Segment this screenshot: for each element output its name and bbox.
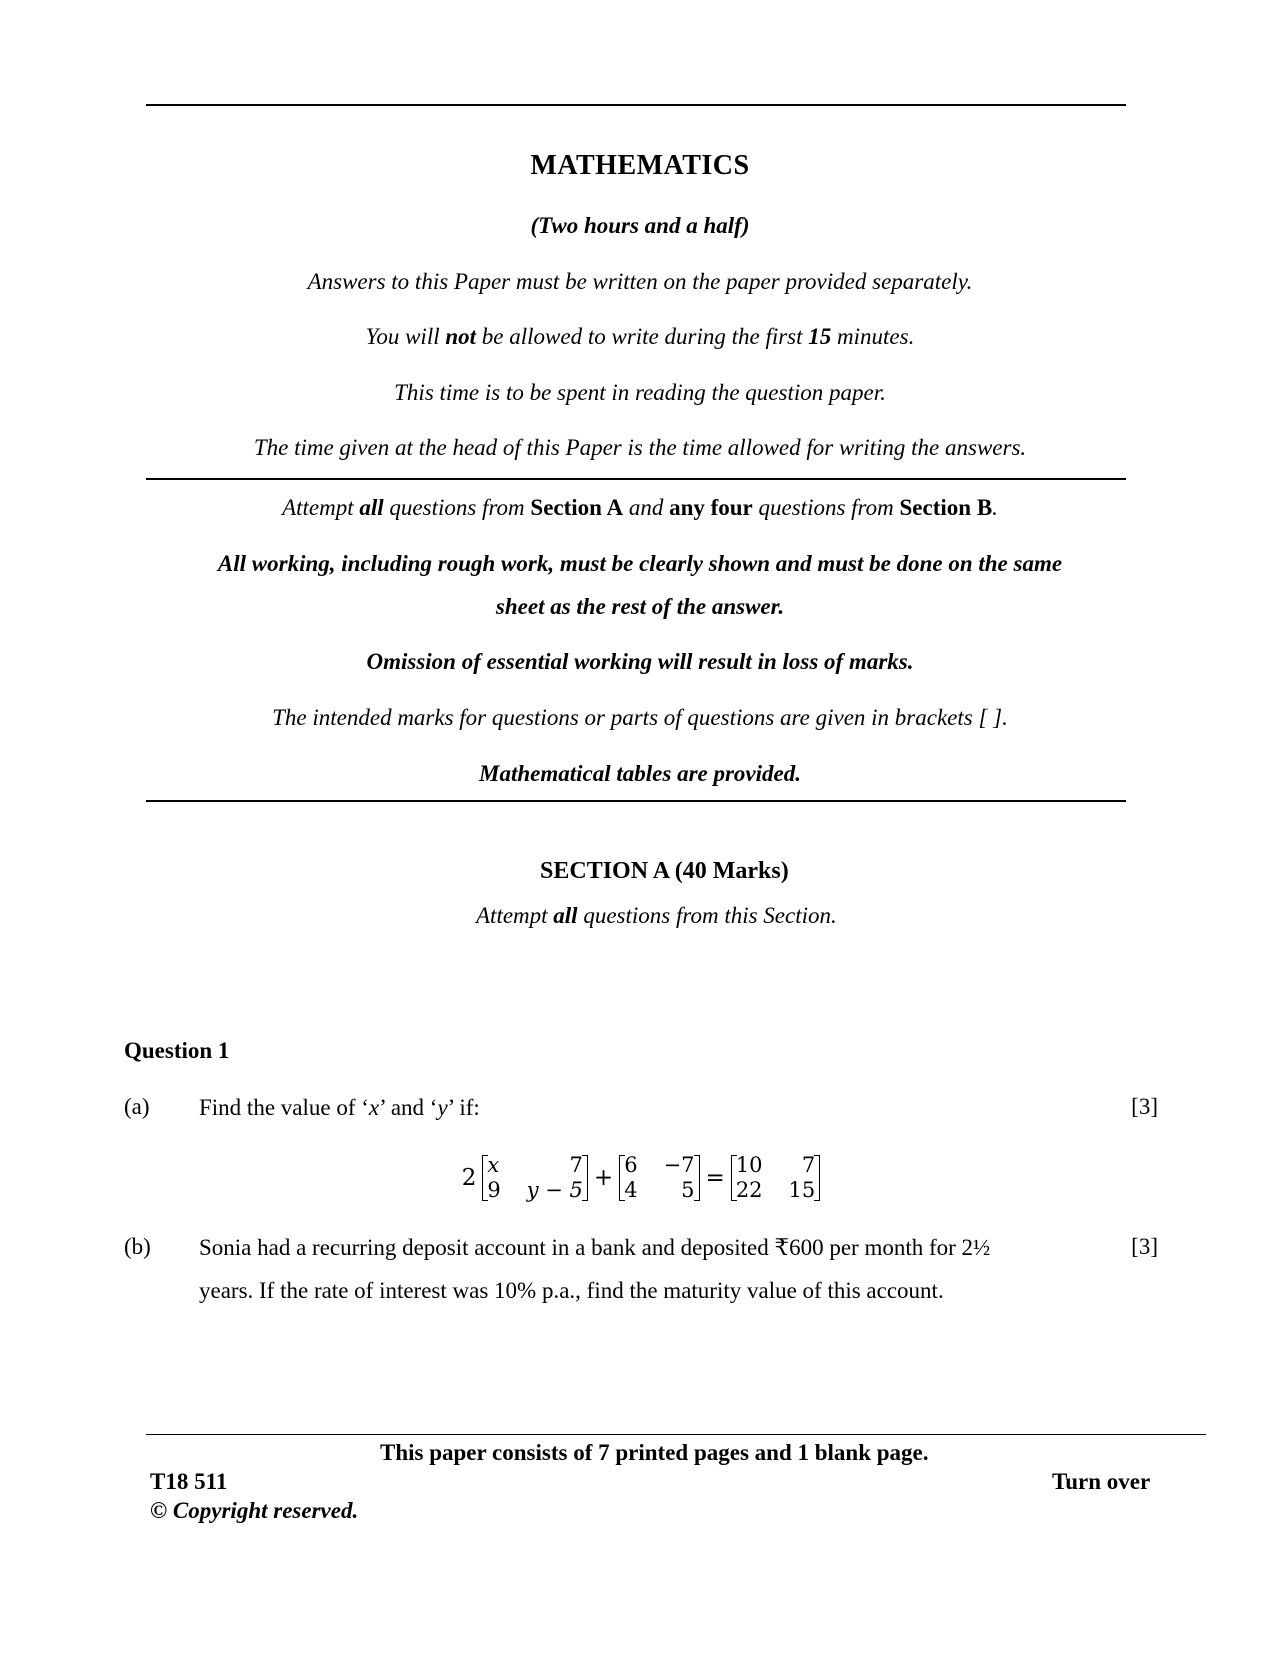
m1-cell: y − 5	[526, 1178, 583, 1202]
bottom-header-rule	[146, 800, 1126, 802]
plus-sign: +	[593, 1165, 614, 1191]
duration: (Two hours and a half)	[530, 213, 750, 238]
question-heading: Question 1	[124, 1038, 230, 1063]
part-b-line-2: years. If the rate of interest was 10% p.a., find the maturity value of this account.	[199, 1278, 944, 1303]
line2-e: minutes.	[831, 324, 915, 349]
m2-cell: 6	[624, 1153, 638, 1177]
m1-cell: 7	[569, 1153, 583, 1177]
m3-cell: 10	[735, 1153, 763, 1177]
tables-note: Mathematical tables are provided.	[479, 761, 801, 786]
instruction-time-given: The time given at the head of this Paper is the time allowed for writing the answers.	[253, 435, 1027, 460]
m3-cell: 15	[788, 1178, 816, 1202]
omission-note: Omission of essential working will result in loss of marks.	[366, 649, 914, 674]
line2-a: You will	[365, 324, 446, 349]
part-a-marks: [3]	[1131, 1094, 1158, 1119]
m3-cell: 7	[801, 1153, 816, 1177]
paper-code: T18 511	[150, 1469, 228, 1494]
part-a-text-b: ’ and ‘	[379, 1095, 438, 1120]
section-sub-a: Attempt	[476, 903, 554, 928]
pages-note: This paper consists of 7 printed pages and 1 blank page.	[380, 1440, 929, 1465]
section-a-title: SECTION A (40 Marks)	[540, 858, 789, 884]
attempt-i: .	[992, 495, 998, 520]
var-x: x	[368, 1095, 380, 1120]
scalar: 2	[461, 1165, 477, 1191]
m3-cell: 22	[735, 1178, 763, 1202]
working-line-1: All working, including rough work, must be clearly shown and must be done on the same	[217, 551, 1063, 576]
section-a-sub	[476, 902, 837, 930]
attempt-g: questions from	[752, 495, 900, 520]
instruction-attempt	[0, 494, 1280, 522]
section-sub-b: all	[553, 903, 578, 928]
attempt-h: Section B	[899, 495, 993, 520]
attempt-c: questions from	[383, 495, 531, 520]
instruction-reading-time	[0, 323, 1280, 351]
matrix-3	[731, 1153, 820, 1203]
marks-note: The intended marks for questions or parts of questions are given in brackets [ ].	[272, 705, 1008, 730]
attempt-a: Attempt	[282, 495, 360, 520]
instruction-reading-paper: This time is to be spent in reading the question paper.	[394, 380, 886, 405]
attempt-f: any four	[669, 495, 753, 520]
turn-over: Turn over	[1052, 1469, 1151, 1494]
m2-cell: −7	[663, 1153, 695, 1177]
equals-sign: =	[705, 1165, 725, 1191]
m2-cell: 4	[624, 1178, 638, 1202]
part-a-label: (a)	[124, 1094, 150, 1119]
var-y: y	[437, 1095, 448, 1120]
instruction-answers: Answers to this Paper must be written on the paper provided separately.	[307, 269, 973, 294]
line2-b: not	[445, 324, 477, 349]
copyright: © Copyright reserved.	[150, 1498, 359, 1523]
attempt-e: and	[623, 495, 670, 520]
matrix-1	[482, 1153, 588, 1203]
part-b-marks: [3]	[1131, 1234, 1158, 1259]
working-line-2: sheet as the rest of the answer.	[495, 594, 785, 619]
footer-rule	[146, 1434, 1206, 1435]
line2-c: be allowed to write during the first	[476, 324, 809, 349]
attempt-d: Section A	[530, 495, 624, 520]
m2-cell: 5	[681, 1178, 695, 1202]
m1-cell: 9	[487, 1178, 501, 1202]
middle-rule	[146, 478, 1126, 480]
m1-cell: x	[487, 1153, 500, 1177]
attempt-b: all	[359, 495, 384, 520]
top-rule	[146, 104, 1126, 106]
part-a-text-c: ’ if:	[447, 1095, 480, 1120]
part-a-text-a: Find the value of ‘	[199, 1095, 369, 1120]
part-b-line-1: Sonia had a recurring deposit account in a bank and deposited ₹600 per month for 2½	[199, 1235, 991, 1260]
matrix-equation	[0, 1148, 1280, 1208]
part-b-label: (b)	[124, 1234, 151, 1259]
matrix-2	[619, 1153, 699, 1203]
page-title: MATHEMATICS	[530, 150, 750, 181]
part-a-text	[199, 1094, 480, 1122]
line2-d: 15	[808, 324, 832, 349]
section-sub-c: questions from this Section.	[577, 903, 837, 928]
